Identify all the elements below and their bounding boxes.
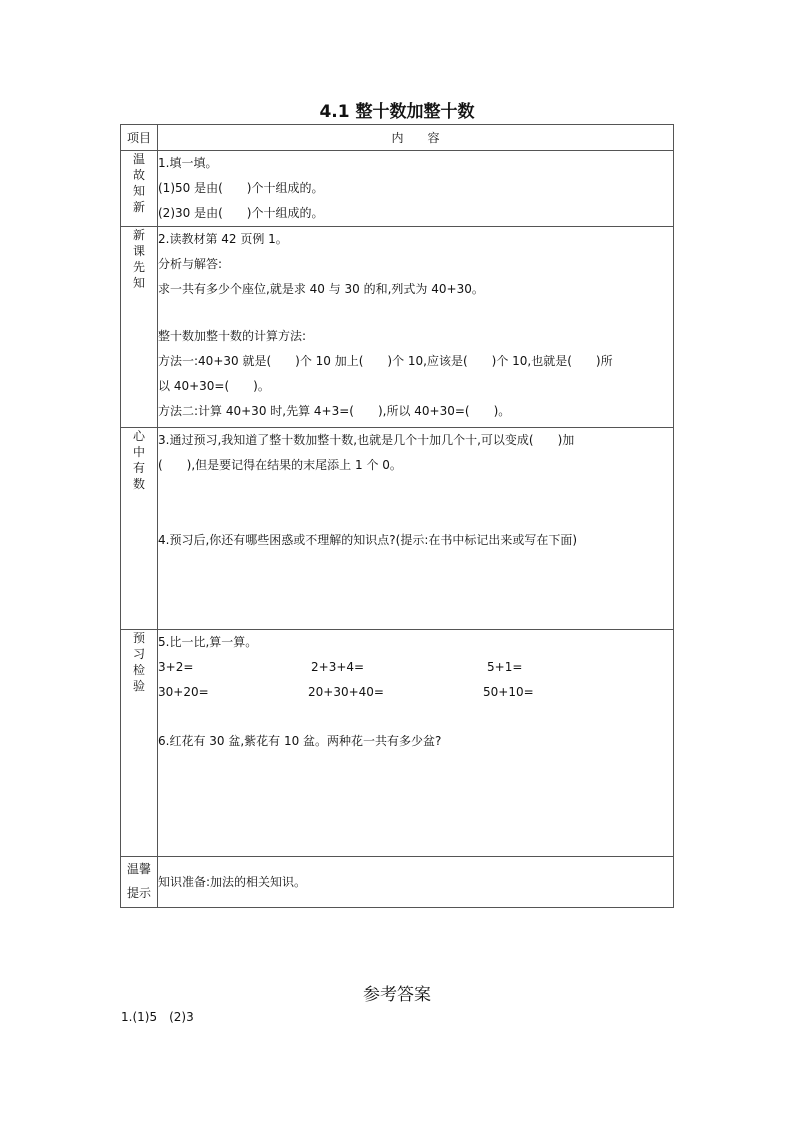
calc-item: 3+2=: [158, 660, 194, 674]
method-heading: 整十数加整十数的计算方法:: [158, 329, 307, 343]
worksheet-table: [120, 124, 674, 908]
calc-item: 30+20=: [158, 685, 209, 699]
section-label: 心中有数: [132, 429, 145, 491]
tip-text: 知识准备:加法的相关知识。: [158, 874, 307, 889]
question-3: 3.通过预习,我知道了整十数加整十数,也就是几个十加几个十,可以变成( )加: [158, 433, 575, 447]
analysis-text: 求一共有多少个座位,就是求 40 与 30 的和,列式为 40+30。: [158, 282, 484, 296]
method-one-cont: 以 40+30=( )。: [158, 379, 270, 393]
section-tips: [121, 857, 674, 908]
method-one: 方法一:40+30 就是( )个 10 加上( )个 10,应该是( )个 10,也就是( )所: [158, 354, 613, 368]
section-label: 提示: [126, 886, 151, 900]
question-6: 6.红花有 30 盆,紫花有 10 盆。两种花一共有多少盆?: [158, 734, 442, 748]
question-1-part-2: (2)30 是由( )个十组成的。: [158, 206, 324, 220]
question-3-cont: ( ),但是要记得在结果的末尾添上 1 个 0。: [158, 458, 402, 472]
method-two: 方法二:计算 40+30 时,先算 4+3=( ),所以 40+30=( )。: [158, 404, 511, 418]
calc-row-2: [158, 680, 673, 705]
header-content-column: 内 容: [158, 125, 674, 151]
section-check: [121, 630, 674, 857]
section-label: 温故知新: [132, 152, 145, 214]
header-row: [121, 125, 674, 151]
question-5: 5.比一比,算一算。: [158, 635, 258, 649]
analysis-heading: 分析与解答:: [158, 257, 223, 271]
page-title: 4.1 整十数加整十数: [319, 102, 475, 122]
question-2: 2.读教材第 42 页例 1。: [158, 232, 288, 246]
answer-line-1: 1.(1)5 (2)3: [121, 1010, 194, 1024]
question-4: 4.预习后,你还有哪些困惑或不理解的知识点?(提示:在书中标记出来或写在下面): [158, 533, 578, 547]
section-label: 新课先知: [132, 228, 145, 290]
calc-item: 5+1=: [487, 660, 523, 674]
answers-title: 参考答案: [363, 985, 431, 1005]
header-item-column: 项目: [121, 125, 158, 151]
question-1-part-1: (1)50 是由( )个十组成的。: [158, 181, 324, 195]
section-mind: [121, 428, 674, 630]
section-label: 预习检验: [132, 631, 145, 693]
section-label: 温馨: [126, 862, 151, 876]
calc-item: 20+30+40=: [308, 685, 384, 699]
calc-item: 50+10=: [483, 685, 534, 699]
question-1: 1.填一填。: [158, 156, 218, 170]
calc-row-1: [158, 655, 673, 680]
section-new-lesson: [121, 227, 674, 428]
section-review: [121, 151, 674, 227]
calc-item: 2+3+4=: [311, 660, 365, 674]
